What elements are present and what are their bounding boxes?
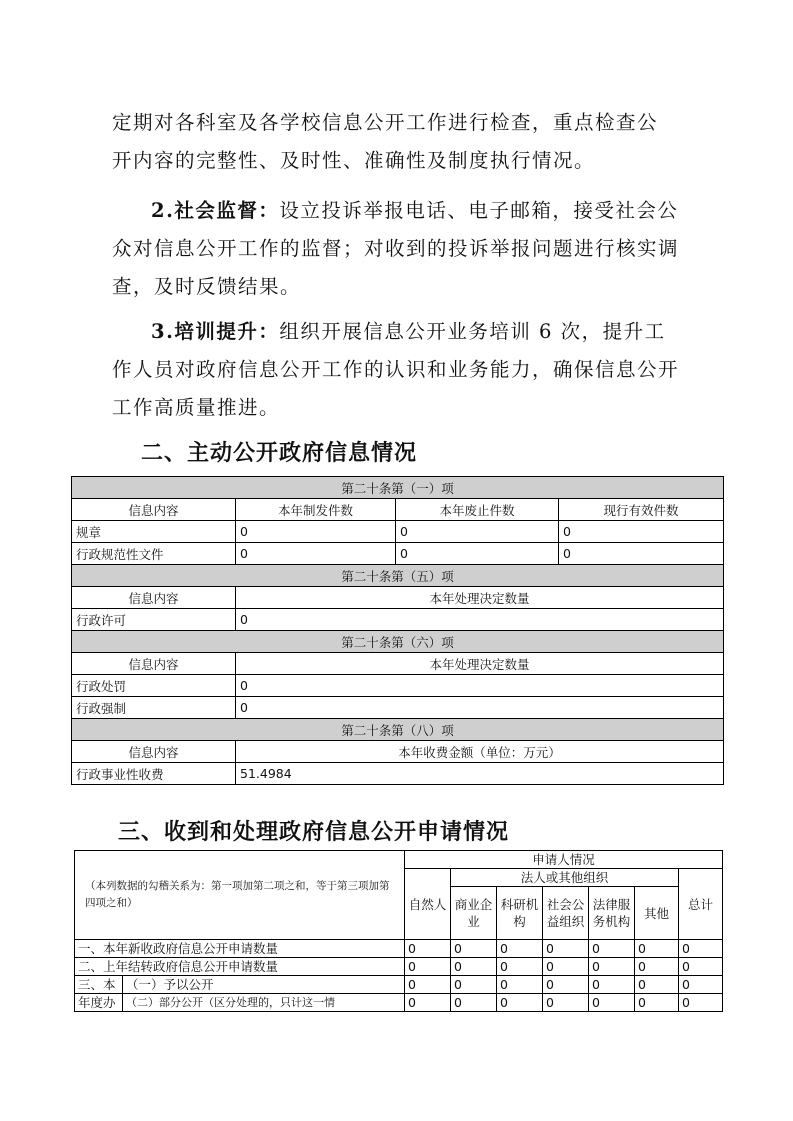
cell-value: 0: [589, 976, 635, 994]
column-header: 本年制发件数: [236, 499, 396, 521]
column-header: 本年处理决定数量: [236, 653, 724, 675]
cell-value: 0: [451, 994, 497, 1012]
cell-value: 0: [589, 994, 635, 1012]
cell-value: 0: [236, 521, 396, 543]
cell-value: 0: [497, 958, 543, 976]
cell-value: 0: [405, 940, 451, 958]
cell-value: 0: [405, 994, 451, 1012]
paragraph-line: 开内容的完整性、及时性、准确性及制度执行情况。: [112, 149, 596, 172]
column-header: 本年废止件数: [396, 499, 559, 521]
cell-value: 0: [451, 958, 497, 976]
cell-value: 0: [396, 543, 559, 565]
row-label: 行政处罚: [72, 675, 236, 697]
column-header-business: 商业企业: [451, 887, 497, 940]
row-label: 规章: [72, 521, 236, 543]
cell-value: 0: [236, 543, 396, 565]
cell-value: 0: [635, 958, 679, 976]
section-title-applications: 三、收到和处理政府信息公开申请情况: [118, 819, 510, 845]
column-header-natural: 自然人: [405, 869, 451, 940]
row-group-label: 年度办: [75, 994, 123, 1012]
paragraph-lead: 3.培训提升：: [151, 320, 280, 343]
paragraph-lead: 2.社会监督：: [151, 199, 280, 222]
cell-value: 0: [589, 940, 635, 958]
cell-value: 0: [635, 940, 679, 958]
column-header: 信息内容: [72, 741, 236, 763]
paragraph-text: 设立投诉举报电话、电子邮箱，接受社会公众对信息公开工作的监督；对收到的投诉举报问题进行核实调查，及时反馈结果。: [112, 199, 680, 298]
paragraph-training: [112, 313, 682, 427]
cell-value: 0: [236, 675, 724, 697]
cell-value: 0: [451, 940, 497, 958]
cell-value: 0: [543, 940, 589, 958]
column-header: 本年收费金额（单位：万元）: [236, 741, 724, 763]
column-header-total: 总计: [679, 869, 723, 940]
row-label: （一）予以公开: [123, 976, 405, 994]
cell-value: 0: [451, 976, 497, 994]
table-note: （本列数据的勾稽关系为：第一项加第二项之和，等于第三项加第四项之和）: [75, 851, 405, 940]
table-row: [75, 940, 723, 958]
column-header: 现行有效件数: [559, 499, 724, 521]
cell-value: 0: [559, 521, 724, 543]
cell-value: 0: [497, 994, 543, 1012]
cell-value: 0: [497, 940, 543, 958]
row-label: （二）部分公开（区分处理的，只计这一情: [123, 994, 405, 1012]
cell-value: 0: [679, 976, 723, 994]
cell-value: 0: [543, 958, 589, 976]
cell-value: 0: [405, 958, 451, 976]
cell-value: 0: [543, 994, 589, 1012]
proactive-disclosure-table: [71, 476, 724, 785]
table-row: [72, 675, 724, 697]
row-label: 一、本年新收政府信息公开申请数量: [75, 940, 405, 958]
table-row: [75, 958, 723, 976]
table-row: [75, 994, 723, 1012]
table-row: [72, 697, 724, 719]
table-row: [72, 763, 724, 785]
row-group-label: 三、本: [75, 976, 123, 994]
column-header: 信息内容: [72, 499, 236, 521]
article-header: 第二十条第（五）项: [72, 565, 724, 587]
column-header-law: 法律服务机构: [589, 887, 635, 940]
paragraph-line: 定期对各科室及各学校信息公开工作进行检查，重点检查公: [112, 111, 659, 134]
row-label: 行政事业性收费: [72, 763, 236, 785]
article-header: 第二十条第（一）项: [72, 477, 724, 499]
cell-value: 0: [589, 958, 635, 976]
cell-value: 0: [635, 976, 679, 994]
cell-value: 0: [679, 958, 723, 976]
cell-value: 0: [236, 609, 724, 631]
application-table: [74, 850, 723, 1012]
paragraph-text: 组织开展信息公开业务培训 6 次，提升工作人员对政府信息公开工作的认识和业务能力，确保信息公开工作高质量推进。: [112, 320, 680, 419]
column-header-other: 其他: [635, 887, 679, 940]
article-header: 第二十条第（六）项: [72, 631, 724, 653]
column-header-research: 科研机构: [497, 887, 543, 940]
cell-value: 0: [396, 521, 559, 543]
table-row: [75, 976, 723, 994]
cell-value: 0: [405, 976, 451, 994]
cell-value: 0: [543, 976, 589, 994]
row-label: 行政强制: [72, 697, 236, 719]
column-header: 本年处理决定数量: [236, 587, 724, 609]
row-label: 行政许可: [72, 609, 236, 631]
column-header-social: 社会公益组织: [543, 887, 589, 940]
article-header: 第二十条第（八）项: [72, 719, 724, 741]
cell-value: 51.4984: [236, 763, 724, 785]
table-row: [72, 543, 724, 565]
cell-value: 0: [679, 994, 723, 1012]
row-label: 二、上年结转政府信息公开申请数量: [75, 958, 405, 976]
legal-header: 法人或其他组织: [451, 869, 679, 887]
paragraph-social-supervision: [112, 192, 682, 306]
section-title-proactive: 二、主动公开政府信息情况: [141, 440, 418, 466]
table-row: [72, 521, 724, 543]
paragraph-inspection: [112, 104, 682, 180]
table-row: [72, 609, 724, 631]
cell-value: 0: [635, 994, 679, 1012]
applicant-header: 申请人情况: [405, 851, 723, 869]
row-label: 行政规范性文件: [72, 543, 236, 565]
column-header: 信息内容: [72, 653, 236, 675]
column-header: 信息内容: [72, 587, 236, 609]
cell-value: 0: [679, 940, 723, 958]
cell-value: 0: [559, 543, 724, 565]
cell-value: 0: [497, 976, 543, 994]
cell-value: 0: [236, 697, 724, 719]
